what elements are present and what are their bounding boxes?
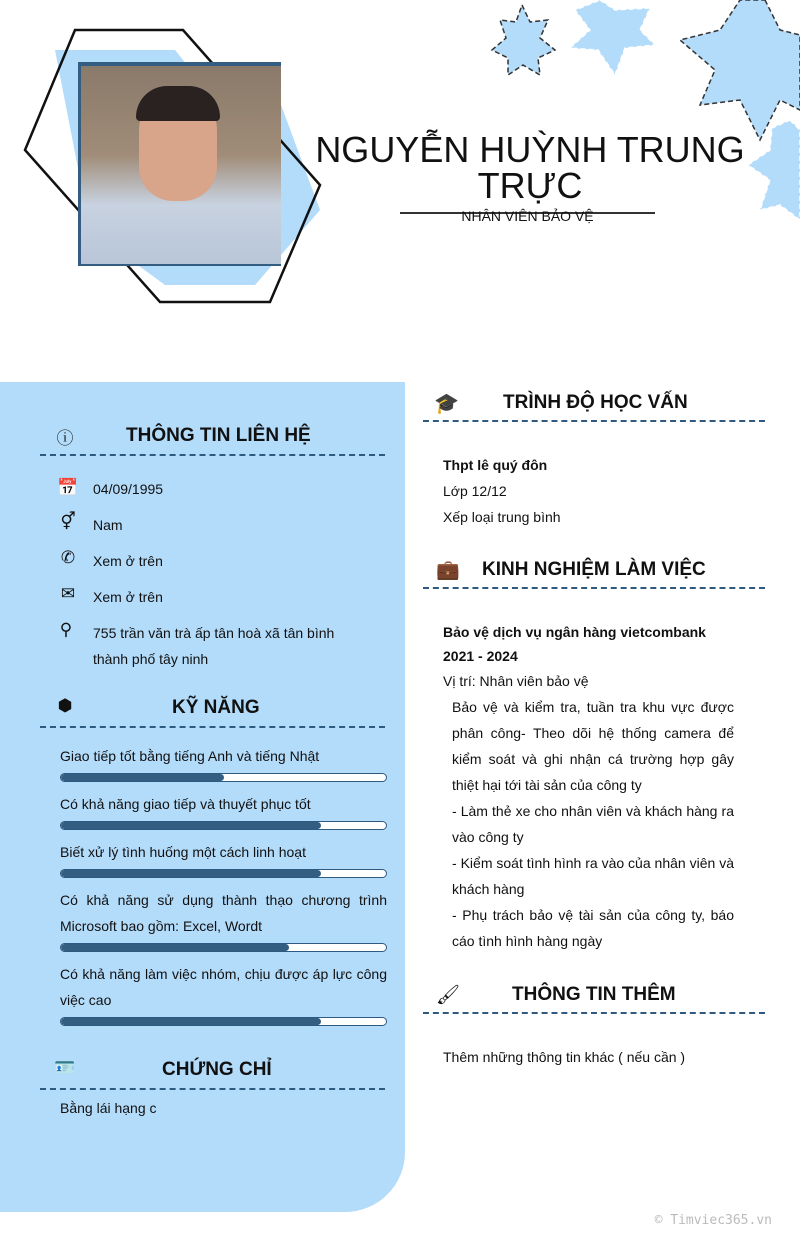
period: 2021 - 2024 <box>443 648 518 664</box>
skill-bar <box>60 943 387 952</box>
contact-title: THÔNG TIN LIÊN HỆ <box>126 425 311 446</box>
divider <box>423 1012 765 1014</box>
skill-bar <box>60 773 387 782</box>
company: Bảo vệ dịch vụ ngân hàng vietcombank <box>443 624 706 640</box>
birthday: 04/09/1995 <box>93 481 164 497</box>
location-icon: ⚲ <box>59 620 73 639</box>
rank: Xếp loại trung bình <box>443 509 561 525</box>
position: Vị trí: Nhân viên bảo vệ <box>443 673 589 689</box>
job-details <box>452 694 734 954</box>
cert-item: Bằng lái hạng c <box>60 1100 157 1116</box>
job-detail: - Kiểm soát tình hình ra vào của nhân viên và khách hàng <box>452 855 734 897</box>
skill-label: Có khả năng giao tiếp và thuyết phục tốt <box>60 796 311 812</box>
briefcase-icon: 💼 <box>436 560 460 581</box>
job-detail: Bảo vệ và kiểm tra, tuần tra khu vực được phân công- Theo dõi hệ thống camera để kiểm soát và ghi nhận cá trường hợp gây thiệt hại tới tài sản của công ty <box>452 699 734 793</box>
skills-title: KỸ NĂNG <box>172 697 260 718</box>
candidate-role: NHÂN VIÊN BẢO VỆ <box>461 208 594 224</box>
profile-photo <box>81 66 281 264</box>
extra-title: THÔNG TIN THÊM <box>512 984 676 1005</box>
skill-bar-fill <box>61 774 224 781</box>
certs-title: CHỨNG CHỈ <box>162 1059 272 1080</box>
skill-bar-fill <box>61 822 321 829</box>
skill-bar <box>60 869 387 878</box>
job-detail: - Phụ trách bảo vệ tài sản của công ty, báo cáo tình hình hàng ngày <box>452 907 734 949</box>
phone-icon: ✆ <box>60 548 76 567</box>
skill-label: Biết xử lý tình huống một cách linh hoạt <box>60 844 306 860</box>
gender: Nam <box>93 517 123 533</box>
name-line-2: TRỰC <box>477 165 583 206</box>
brush-icon: 🖌 <box>436 985 461 1006</box>
skill-bar <box>60 821 387 830</box>
graduation-cap-icon: 🎓 <box>434 393 459 415</box>
divider <box>40 1088 385 1090</box>
skill-label: Có khả năng sử dụng thành thạo chương trình Microsoft bao gồm: Excel, Wordt <box>60 892 387 934</box>
experience-title: KINH NGHIỆM LÀM VIỆC <box>482 559 706 580</box>
cubes-icon: ⬢ <box>57 696 73 715</box>
name-line-1: NGUYỄN HUỲNH TRUNG <box>315 129 745 170</box>
phone: Xem ở trên <box>93 553 163 569</box>
job-detail: - Làm thẻ xe cho nhân viên và khách hàng ra vào công ty <box>452 803 734 845</box>
candidate-name <box>310 129 750 206</box>
education-title: TRÌNH ĐỘ HỌC VẤN <box>503 392 688 413</box>
email: Xem ở trên <box>93 589 163 605</box>
divider <box>423 420 765 422</box>
info-icon: ⓘ <box>56 429 74 448</box>
skill-label: Có khả năng làm việc nhóm, chịu được áp lực công việc cao <box>60 966 387 1008</box>
divider <box>40 454 385 456</box>
skill-bar-fill <box>61 1018 321 1025</box>
grade: Lớp 12/12 <box>443 483 507 499</box>
footer-watermark: © Timviec365.vn <box>654 1213 772 1228</box>
id-card-icon: 🪪 <box>54 1058 76 1077</box>
skill-bar <box>60 1017 387 1026</box>
gender-icon: ⚥ <box>60 512 76 531</box>
extra-text: Thêm những thông tin khác ( nếu cần ) <box>443 1049 686 1065</box>
address: 755 trần văn trà ấp tân hoà xã tân bình thành phố tây ninh <box>93 625 335 667</box>
skill-bar-fill <box>61 870 321 877</box>
email-icon: ✉ <box>60 584 76 603</box>
skill-label: Giao tiếp tốt bằng tiếng Anh và tiếng Nhật <box>60 748 320 764</box>
skill-bar-fill <box>61 944 289 951</box>
divider <box>40 726 385 728</box>
school: Thpt lê quý đôn <box>443 457 548 473</box>
calendar-icon: 📅 <box>57 478 79 497</box>
divider <box>423 587 765 589</box>
